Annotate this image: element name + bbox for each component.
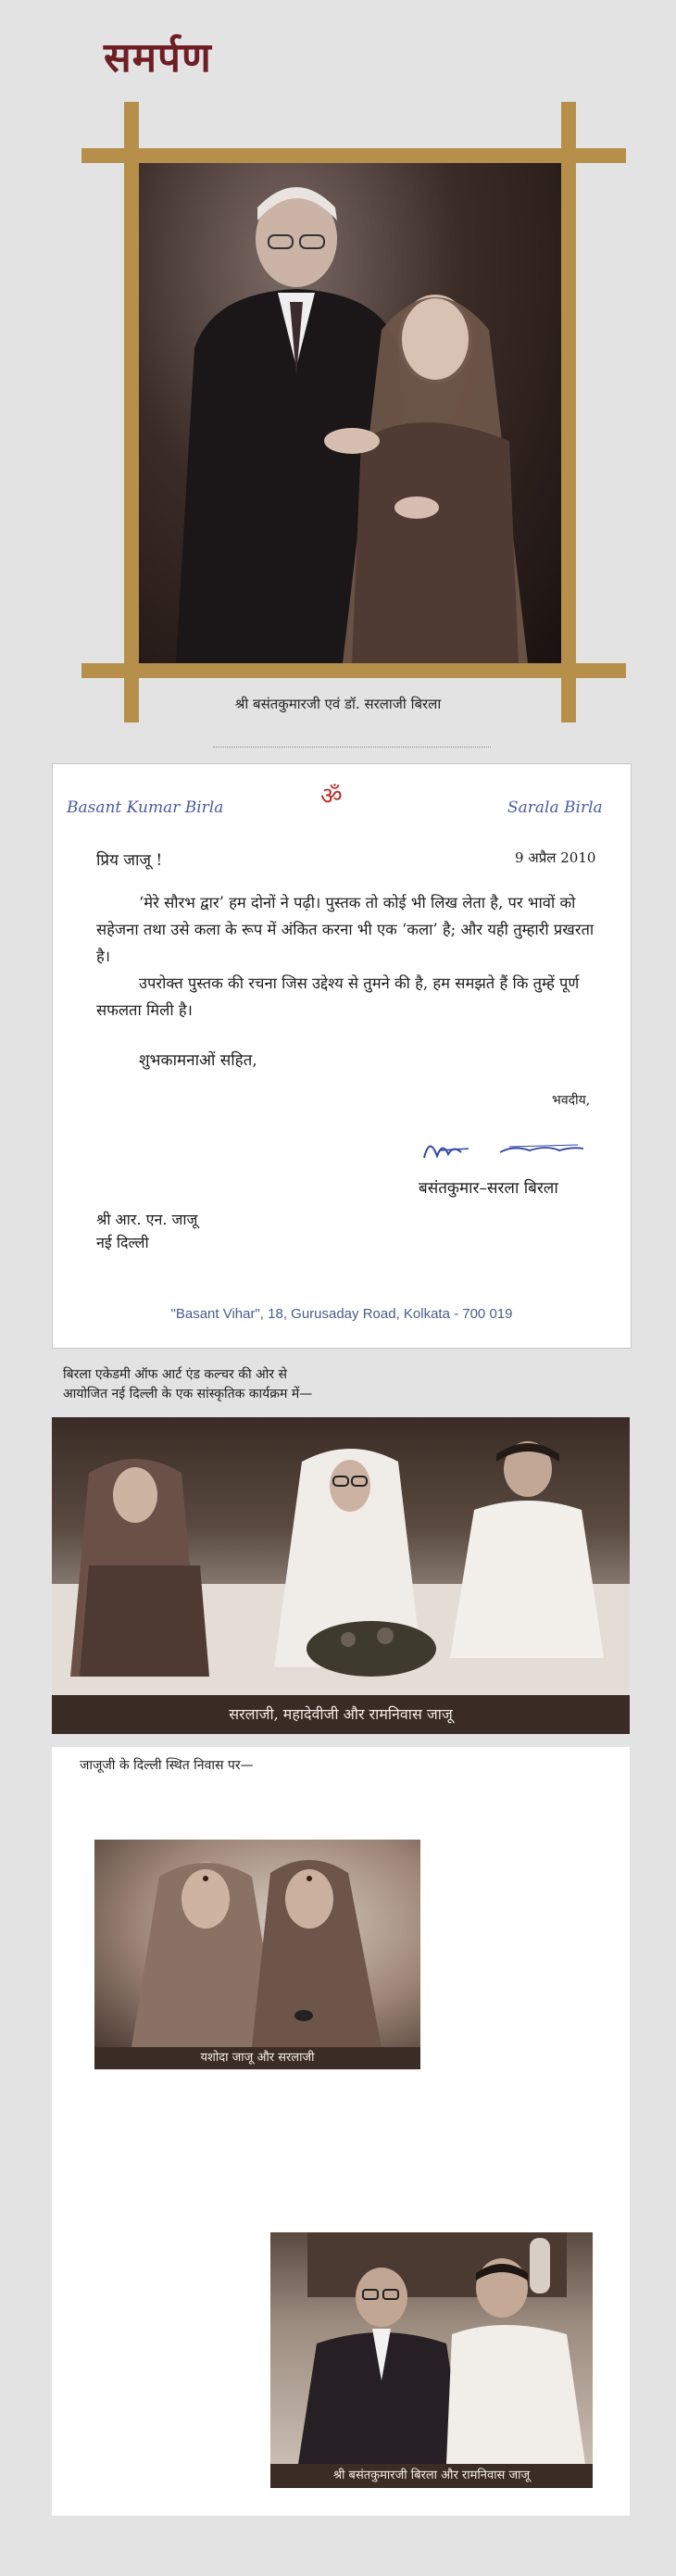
- letter-paragraph-1: ‘मेरे सौरभ द्वार’ हम दोनों ने पढ़ी। पुस्तक तो कोई भी लिख लेता है, पर भावों को सहेजना तथा उसे कला के रूप में अंकित करना भी एक ‘कला’ है; और यही तुम्हारी प्रखरता है।: [96, 894, 595, 965]
- page-title: समर्पण: [104, 34, 212, 82]
- letter-paragraph-2: उपरोक्त पुस्तक की रचना जिस उद्देश्य से तुमने की है, हम समझते हैं कि तुम्हें पूर्ण सफलता मिली है।: [96, 974, 580, 1019]
- letter-body: [96, 889, 602, 1024]
- signature-strip: [213, 734, 491, 748]
- couple-photo-illustration: [139, 163, 561, 663]
- dedication-photo-caption: श्री बसंतकुमारजी एवं डॉ. सरलाजी बिरला: [234, 696, 442, 712]
- letterhead-address: "Basant Vihar", 18, Gurusaday Road, Kolkata - 700 019: [170, 1306, 513, 1322]
- om-symbol: ॐ: [320, 783, 343, 810]
- dedication-photo: [139, 163, 561, 663]
- cultural-event-caption: सरलाजी, महादेवीजी और रामनिवास जाजू: [52, 1695, 630, 1734]
- two-women-caption: यशोदा जाजू और सरलाजी: [94, 2047, 420, 2069]
- two-women-photo: [94, 1840, 420, 2047]
- frame-bar-top: [81, 148, 626, 163]
- handwritten-signature: [420, 1132, 596, 1165]
- letter-closing: भवदीय,: [552, 1093, 591, 1108]
- two-men-caption: श्री बसंतकुमारजी बिरला और रामनिवास जाजू: [270, 2464, 593, 2488]
- cultural-event-photo: [52, 1417, 630, 1695]
- letter-signers: बसंतकुमार–सरला बिरला: [419, 1179, 558, 1198]
- recipient-name: श्री आर. एन. जाजू: [96, 1211, 198, 1228]
- letter-wishes: शुभकामनाओं सहित,: [139, 1051, 257, 1070]
- recipient-city: नई दिल्ली: [96, 1234, 149, 1251]
- two-men-photo: [270, 2232, 593, 2464]
- letterhead-left-name: Basant Kumar Birla: [67, 798, 224, 817]
- event-photo-illustration: [52, 1417, 630, 1695]
- frame-bar-right: [561, 102, 576, 723]
- two-men-illustration: [270, 2232, 593, 2464]
- section2-intro: [63, 1365, 312, 1404]
- letterhead-right-name: Sarala Birla: [507, 798, 603, 817]
- section3-intro: जाजूजी के दिल्ली स्थित निवास पर—: [80, 1758, 254, 1773]
- section2-intro-line2: आयोजित नई दिल्ली के एक सांस्कृतिक कार्यक्रम में—: [63, 1387, 313, 1401]
- frame-bar-left: [124, 102, 139, 723]
- two-women-illustration: [94, 1840, 420, 2047]
- frame-bar-bottom: [81, 663, 626, 678]
- letter-date: 9 अप्रैल 2010: [515, 849, 596, 866]
- section2-intro-line1: बिरला एकेडमी ऑफ आर्ट एंड कल्चर की ओर से: [63, 1367, 288, 1382]
- letter-salutation: प्रिय जाजू !: [96, 851, 163, 870]
